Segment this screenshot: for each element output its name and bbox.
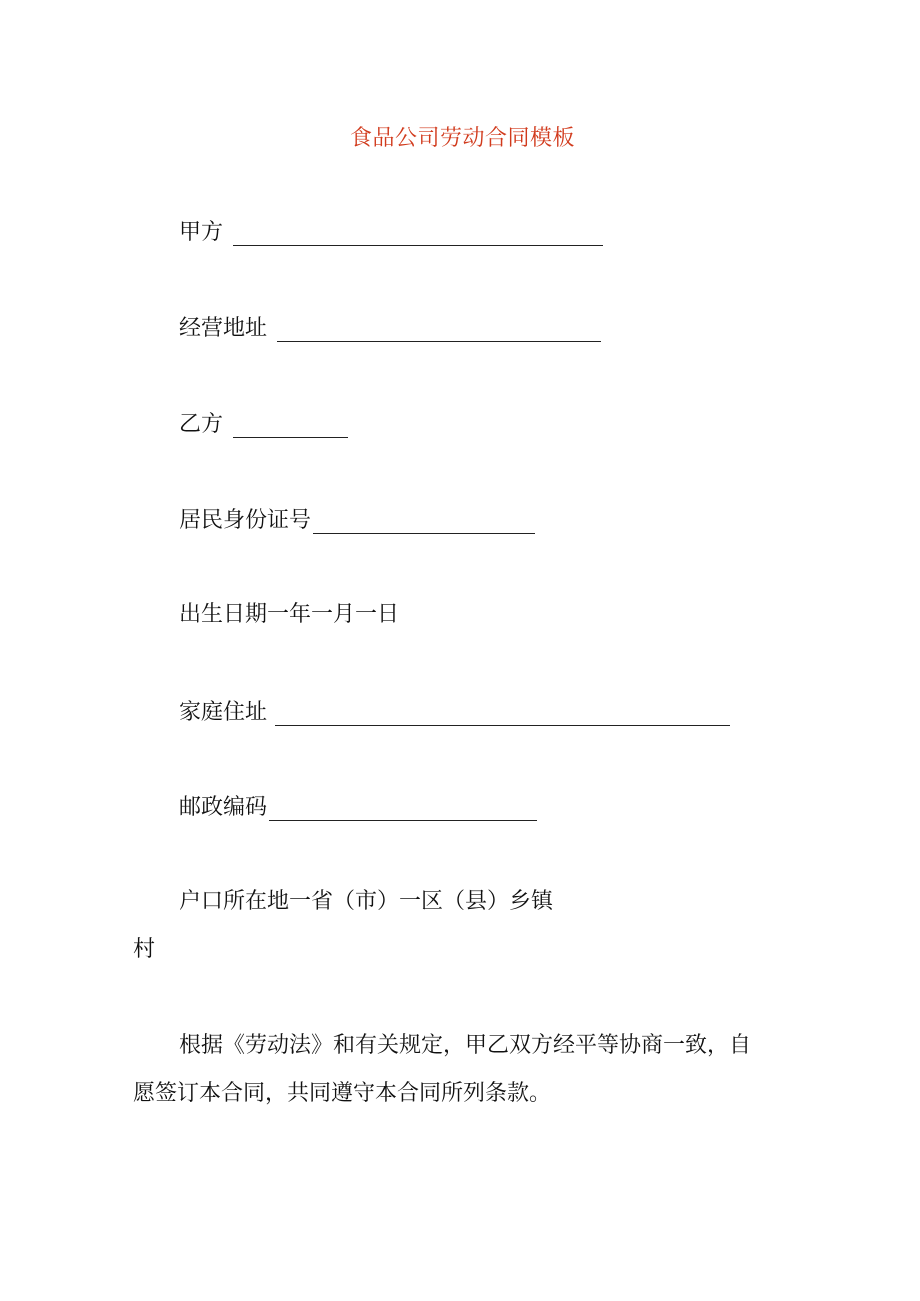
- id-number-field: [179, 506, 535, 536]
- id-number-label: 居民身份证号: [179, 508, 312, 533]
- home-address-field: [179, 698, 730, 728]
- agreement-paragraph-line-1: 根据《劳动法》和有关规定，甲乙双方经平等协商一致，自: [179, 1033, 752, 1058]
- party-b-label: 乙方: [179, 412, 224, 437]
- business-address-field: [179, 314, 601, 344]
- party-b-field: [179, 410, 348, 440]
- agreement-paragraph-line-2: 愿签订本合同，共同遵守本合同所列条款。: [133, 1081, 552, 1106]
- household-line-1: 户口所在地一省（市）一区（县）乡镇: [179, 889, 554, 914]
- postal-code-field: [179, 793, 537, 823]
- home-address-blank[interactable]: [275, 701, 730, 726]
- home-address-label: 家庭住址: [179, 700, 268, 725]
- household-line-2: 村: [133, 937, 156, 962]
- id-number-blank[interactable]: [313, 509, 535, 534]
- party-a-label: 甲方: [179, 220, 224, 245]
- document-title: 食品公司劳动合同模板: [349, 126, 575, 151]
- postal-code-blank[interactable]: [269, 796, 537, 821]
- party-a-field: [179, 218, 603, 248]
- business-address-label: 经营地址: [179, 316, 268, 341]
- business-address-blank[interactable]: [277, 317, 601, 342]
- postal-code-label: 邮政编码: [179, 795, 268, 820]
- birth-date-line: 出生日期一年一月一日: [179, 602, 400, 627]
- party-b-blank[interactable]: [233, 413, 348, 438]
- party-a-blank[interactable]: [233, 221, 603, 246]
